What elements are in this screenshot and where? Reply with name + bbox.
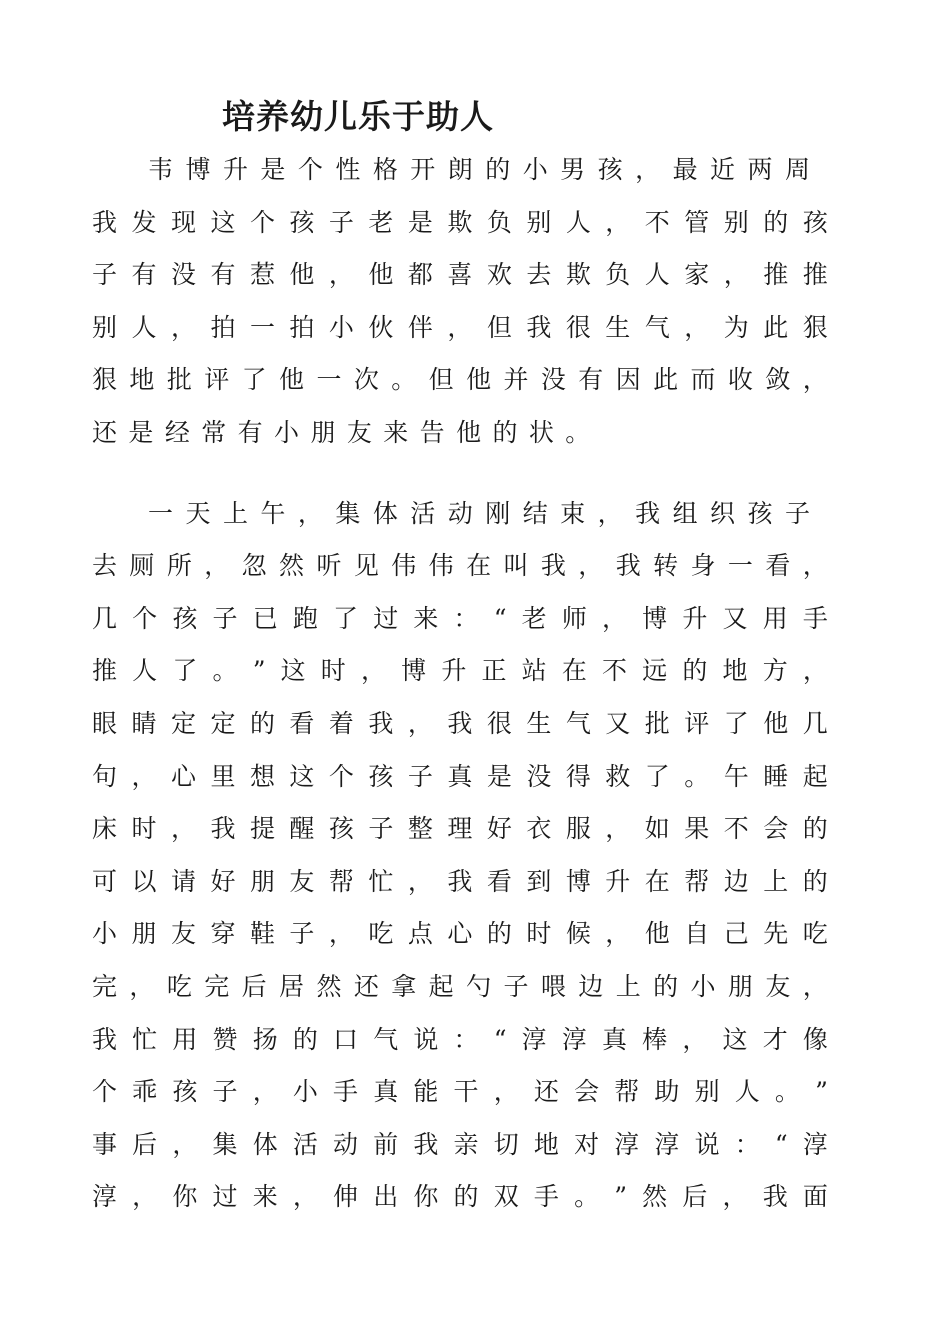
text-line: 床 时 ， 我 提 醒 孩 子 整 理 好 衣 服 ， 如 果 不 会 的: [92, 814, 828, 844]
text-line: 淳 ， 你 过 来 ， 伸 出 你 的 双 手 。 ” 然 后 ， 我 面: [92, 1182, 828, 1212]
text-line: 还 是 经 常 有 小 朋 友 来 告 他 的 状 。: [92, 418, 591, 447]
text-line: 几 个 孩 子 已 跑 了 过 来 ： “ 老 师 ， 博 升 又 用 手: [92, 603, 828, 633]
text-line: 句 ， 心 里 想 这 个 孩 子 真 是 没 得 救 了 。 午 睡 起: [92, 761, 828, 791]
text-line: 完 ， 吃 完 后 居 然 还 拿 起 勺 子 喂 边 上 的 小 朋 友 ，: [92, 972, 828, 1001]
text-line: 推 人 了 。 ” 这 时 ， 博 升 正 站 在 不 远 的 地 方 ，: [92, 656, 828, 686]
text-line: 一 天 上 午 ， 集 体 活 动 刚 结 束 ， 我 组 织 孩 子: [148, 498, 810, 528]
text-line: 我 发 现 这 个 孩 子 老 是 欺 负 别 人 ， 不 管 别 的 孩: [92, 207, 828, 237]
text-line: 去 厕 所 ， 忽 然 听 见 伟 伟 在 叫 我 ， 我 转 身 一 看 ，: [92, 551, 828, 581]
text-line: 我 忙 用 赞 扬 的 口 气 说 ： “ 淳 淳 真 棒 ， 这 才 像: [92, 1024, 828, 1054]
document-title: 培养幼儿乐于助人: [222, 97, 494, 136]
text-line: 狠 地 批 评 了 他 一 次 。 但 他 并 没 有 因 此 而 收 敛 ，: [92, 365, 828, 395]
text-line: 可 以 请 好 朋 友 帮 忙 ， 我 看 到 博 升 在 帮 边 上 的: [92, 866, 828, 896]
text-line: 小 朋 友 穿 鞋 子 ， 吃 点 心 的 时 候 ， 他 自 己 先 吃: [92, 919, 828, 949]
text-line: 别 人 ， 拍 一 拍 小 伙 伴 ， 但 我 很 生 气 ， 为 此 狠: [92, 312, 828, 342]
text-line: 个 乖 孩 子 ， 小 手 真 能 干 ， 还 会 帮 助 别 人 。 ”: [92, 1077, 828, 1107]
text-line: 子 有 没 有 惹 他 ， 他 都 喜 欢 去 欺 负 人 家 ， 推 推: [92, 260, 828, 290]
text-line: 韦 博 升 是 个 性 格 开 朗 的 小 男 孩 ， 最 近 两 周: [148, 155, 810, 184]
text-line: 眼 睛 定 定 的 看 着 我 ， 我 很 生 气 又 批 评 了 他 几: [92, 709, 828, 738]
text-line: 事 后 ， 集 体 活 动 前 我 亲 切 地 对 淳 淳 说 ： “ 淳: [92, 1129, 828, 1159]
